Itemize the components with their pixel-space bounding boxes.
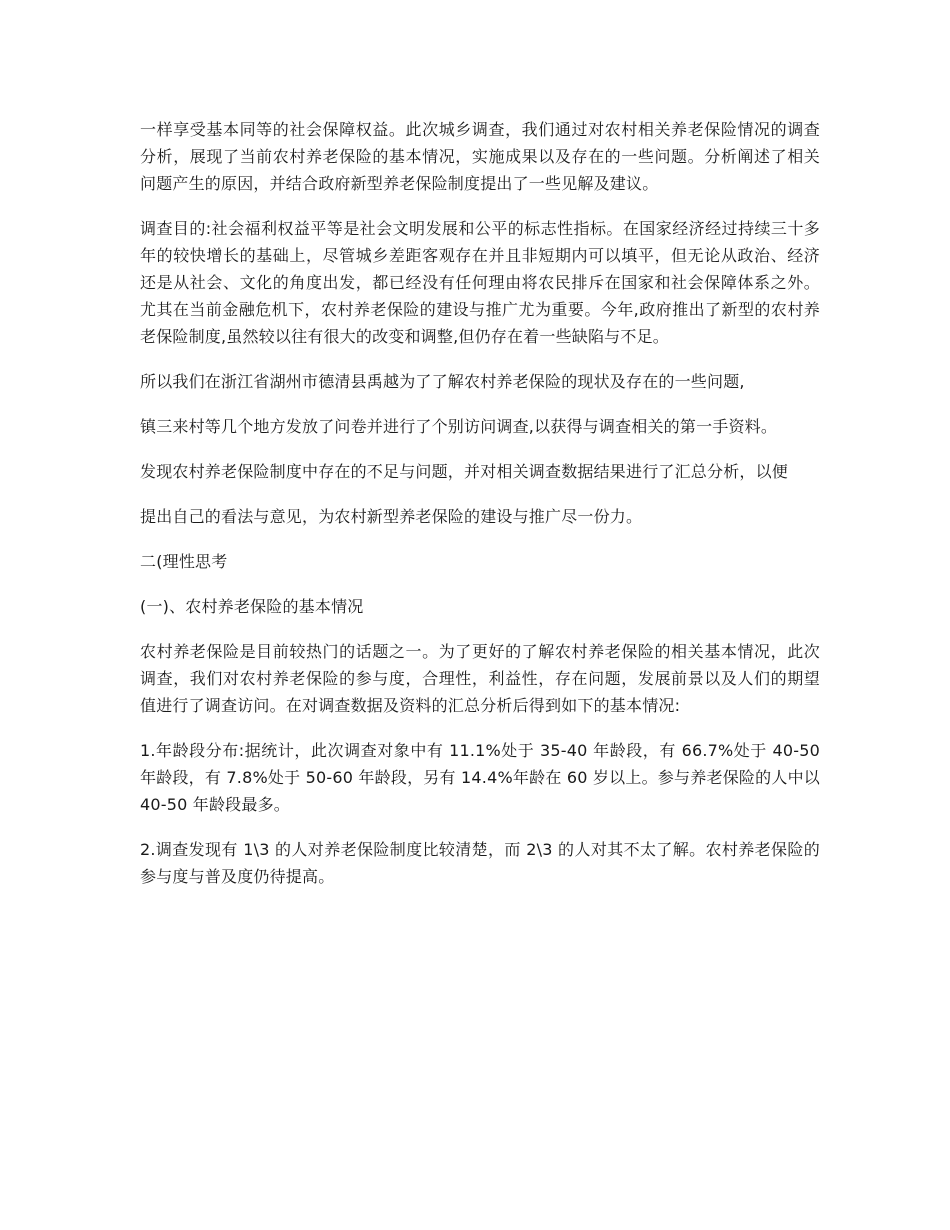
paragraph-awareness: 2.调查发现有 1\3 的人对养老保险制度比较清楚，而 2\3 的人对其不太了解。农村养老保险的参与度与普及度仍待提高。: [140, 840, 820, 886]
paragraph-location: 所以我们在浙江省湖州市德清县禹越为了了解农村养老保险的现状及存在的一些问题,: [140, 372, 745, 391]
paragraph-basic-situation: 农村养老保险是目前较热门的话题之一。为了更好的了解农村养老保险的相关基本情况，此次调查，我们对农村养老保险的参与度，合理性，利益性，存在问题，发展前景以及人们的期望值进行了调查访问。在对调查数据及资料的汇总分析后得到如下的基本情况:: [140, 642, 820, 715]
paragraph-age-distribution: 1.年龄段分布:据统计，此次调查对象中有 11.1%处于 35-40 年龄段，有 66.7%处于 40-50 年龄段，有 7.8%处于 50-60 年龄段，另有 14.4%年龄在 60 岁以上。参与养老保险的人中以 40-50 年龄段最多。: [140, 741, 820, 814]
paragraph-survey-method: 镇三来村等几个地方发放了问卷并进行了个别访问调查,以获得与调查相关的第一手资料。: [140, 417, 778, 436]
section-heading: 二(理性思考: [140, 552, 228, 571]
paragraph-opinions: 提出自己的看法与意见，为农村新型养老保险的建设与推广尽一份力。: [140, 507, 643, 526]
subsection-heading: (一)、农村养老保险的基本情况: [140, 597, 364, 616]
paragraph-findings: 发现农村养老保险制度中存在的不足与问题，并对相关调查数据结果进行了汇总分析，以便: [140, 462, 789, 481]
document-body: [140, 116, 820, 908]
paragraph-intro: 一样享受基本同等的社会保障权益。此次城乡调查，我们通过对农村相关养老保险情况的调查分析，展现了当前农村养老保险的基本情况，实施成果以及存在的一些问题。分析阐述了相关问题产生的原因，并结合政府新型养老保险制度提出了一些见解及建议。: [140, 120, 820, 193]
paragraph-purpose: 调查目的:社会福利权益平等是社会文明发展和公平的标志性指标。在国家经济经过持续三十多年的较快增长的基础上，尽管城乡差距客观存在并且非短期内可以填平，但无论从政治、经济还是从社会、文化的角度出发，都已经没有任何理由将农民排斥在国家和社会保障体系之外。尤其在当前金融危机下，农村养老保险的建设与推广尤为重要。今年,政府推出了新型的农村养老保险制度,虽然较以往有很大的改变和调整,但仍存在着一些缺陷与不足。: [140, 219, 820, 346]
